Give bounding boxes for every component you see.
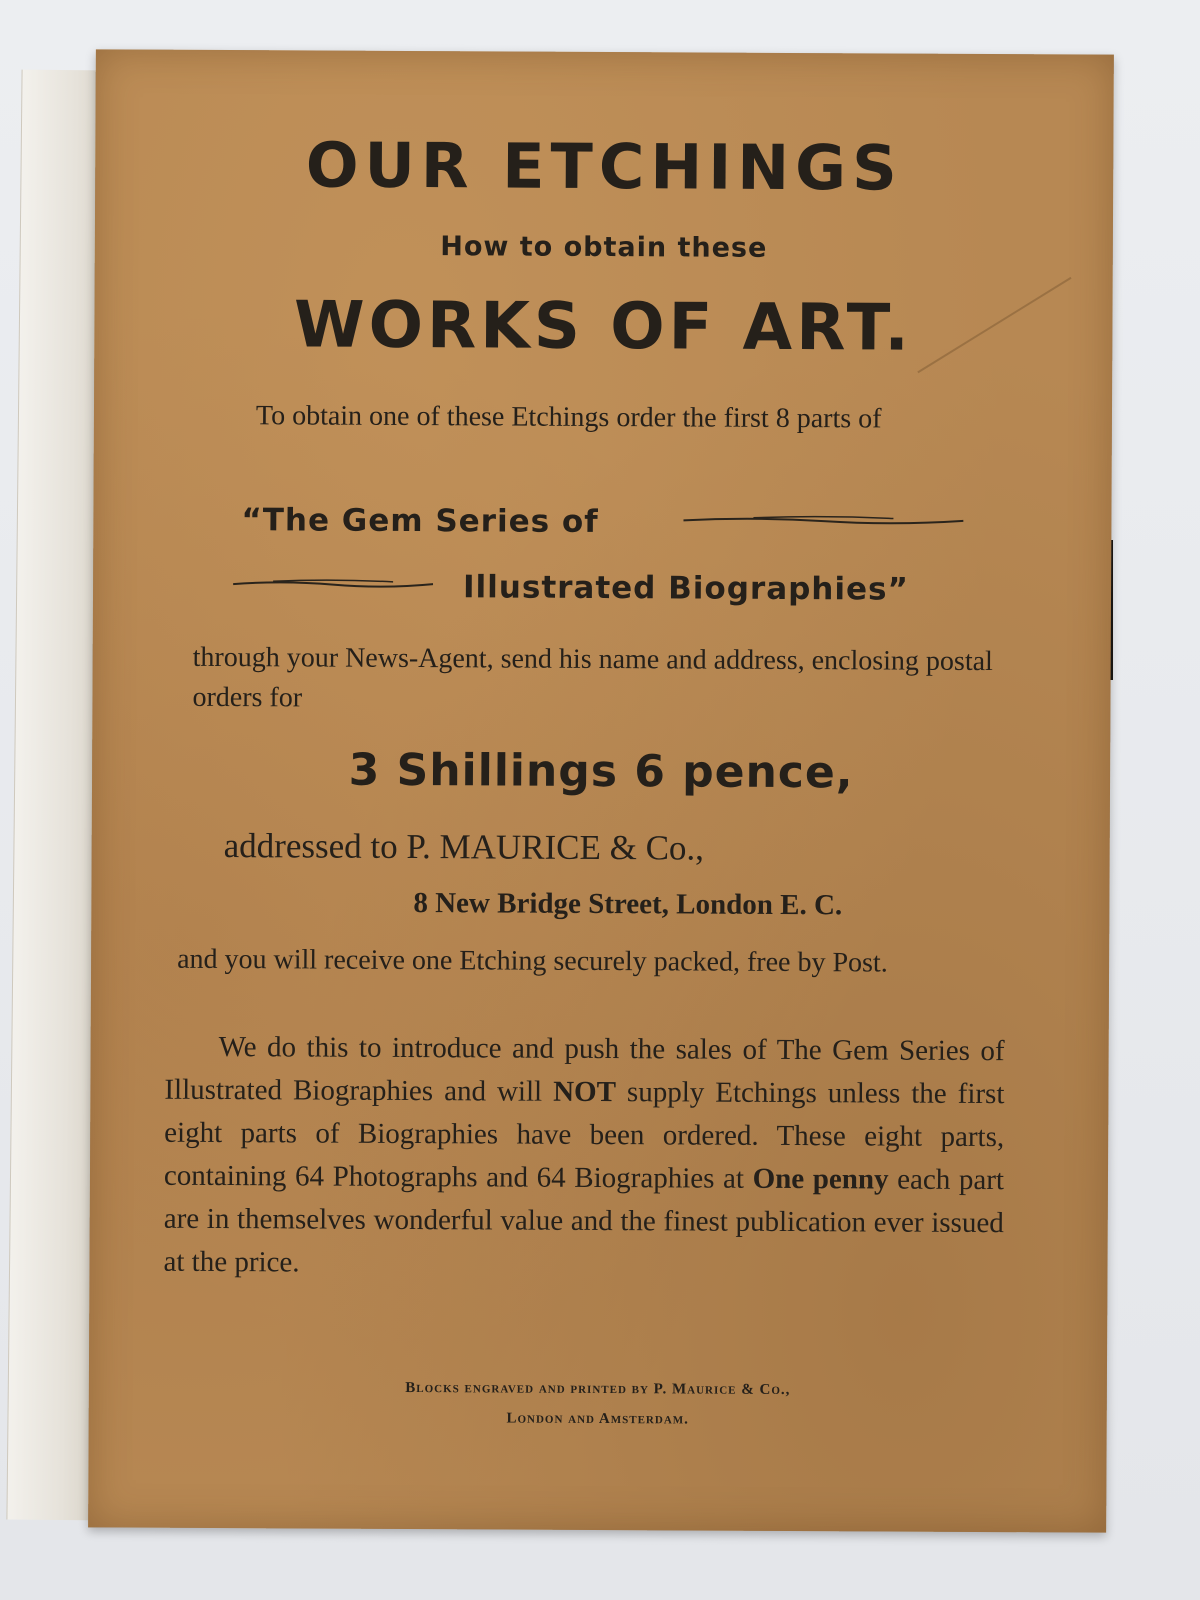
printer-credit: [89, 1371, 1107, 1436]
instructions-paragraph: through your News-Agent, send his name and address, enclosing postal orders for: [192, 641, 993, 714]
cover-title: OUR ETCHINGS: [305, 128, 903, 205]
street-address: 8 New Bridge Street, London E. C.: [413, 887, 843, 922]
terms-paragraph: [163, 1026, 1004, 1288]
terms-text-1: We do this to introduce and push the sales of The Gem Series of Illustrated Biographies and will: [164, 1031, 1005, 1108]
series-title-line-1: “The Gem Series of: [241, 502, 599, 540]
booklet-back-cover: [88, 49, 1114, 1532]
cover-subtitle: How to obtain these: [440, 231, 768, 264]
cover-headline: WORKS OF ART.: [293, 288, 914, 366]
terms-text-3: each part are in themselves wonderful value and the finest publication ever issued at the price.: [163, 1163, 1005, 1279]
terms-text-2: supply Etchings unless the first eight parts of Biographies have been ordered. These eight parts, containing 64 Photographs and 64 Biographies at: [163, 1076, 1005, 1195]
addressee-line: addressed to P. MAURICE & Co.,: [223, 826, 705, 868]
flourish-rule-1: [683, 514, 963, 525]
receive-paragraph: and you will receive one Etching securely packed, free by Post.: [177, 943, 888, 979]
printer-credit-line-1: Blocks engraved and printed by P. Maurice & Co.,: [405, 1379, 791, 1398]
intro-paragraph: To obtain one of these Etchings order the first 8 parts of: [255, 400, 882, 435]
price-line: 3 Shillings 6 pence,: [348, 744, 854, 799]
terms-not: NOT: [553, 1075, 617, 1109]
series-title-line-2: Illustrated Biographies”: [462, 569, 910, 608]
terms-one-penny: One penny: [752, 1162, 889, 1196]
flourish-rule-2: [233, 578, 433, 589]
printer-credit-line-2: London and Amsterdam.: [506, 1410, 689, 1428]
